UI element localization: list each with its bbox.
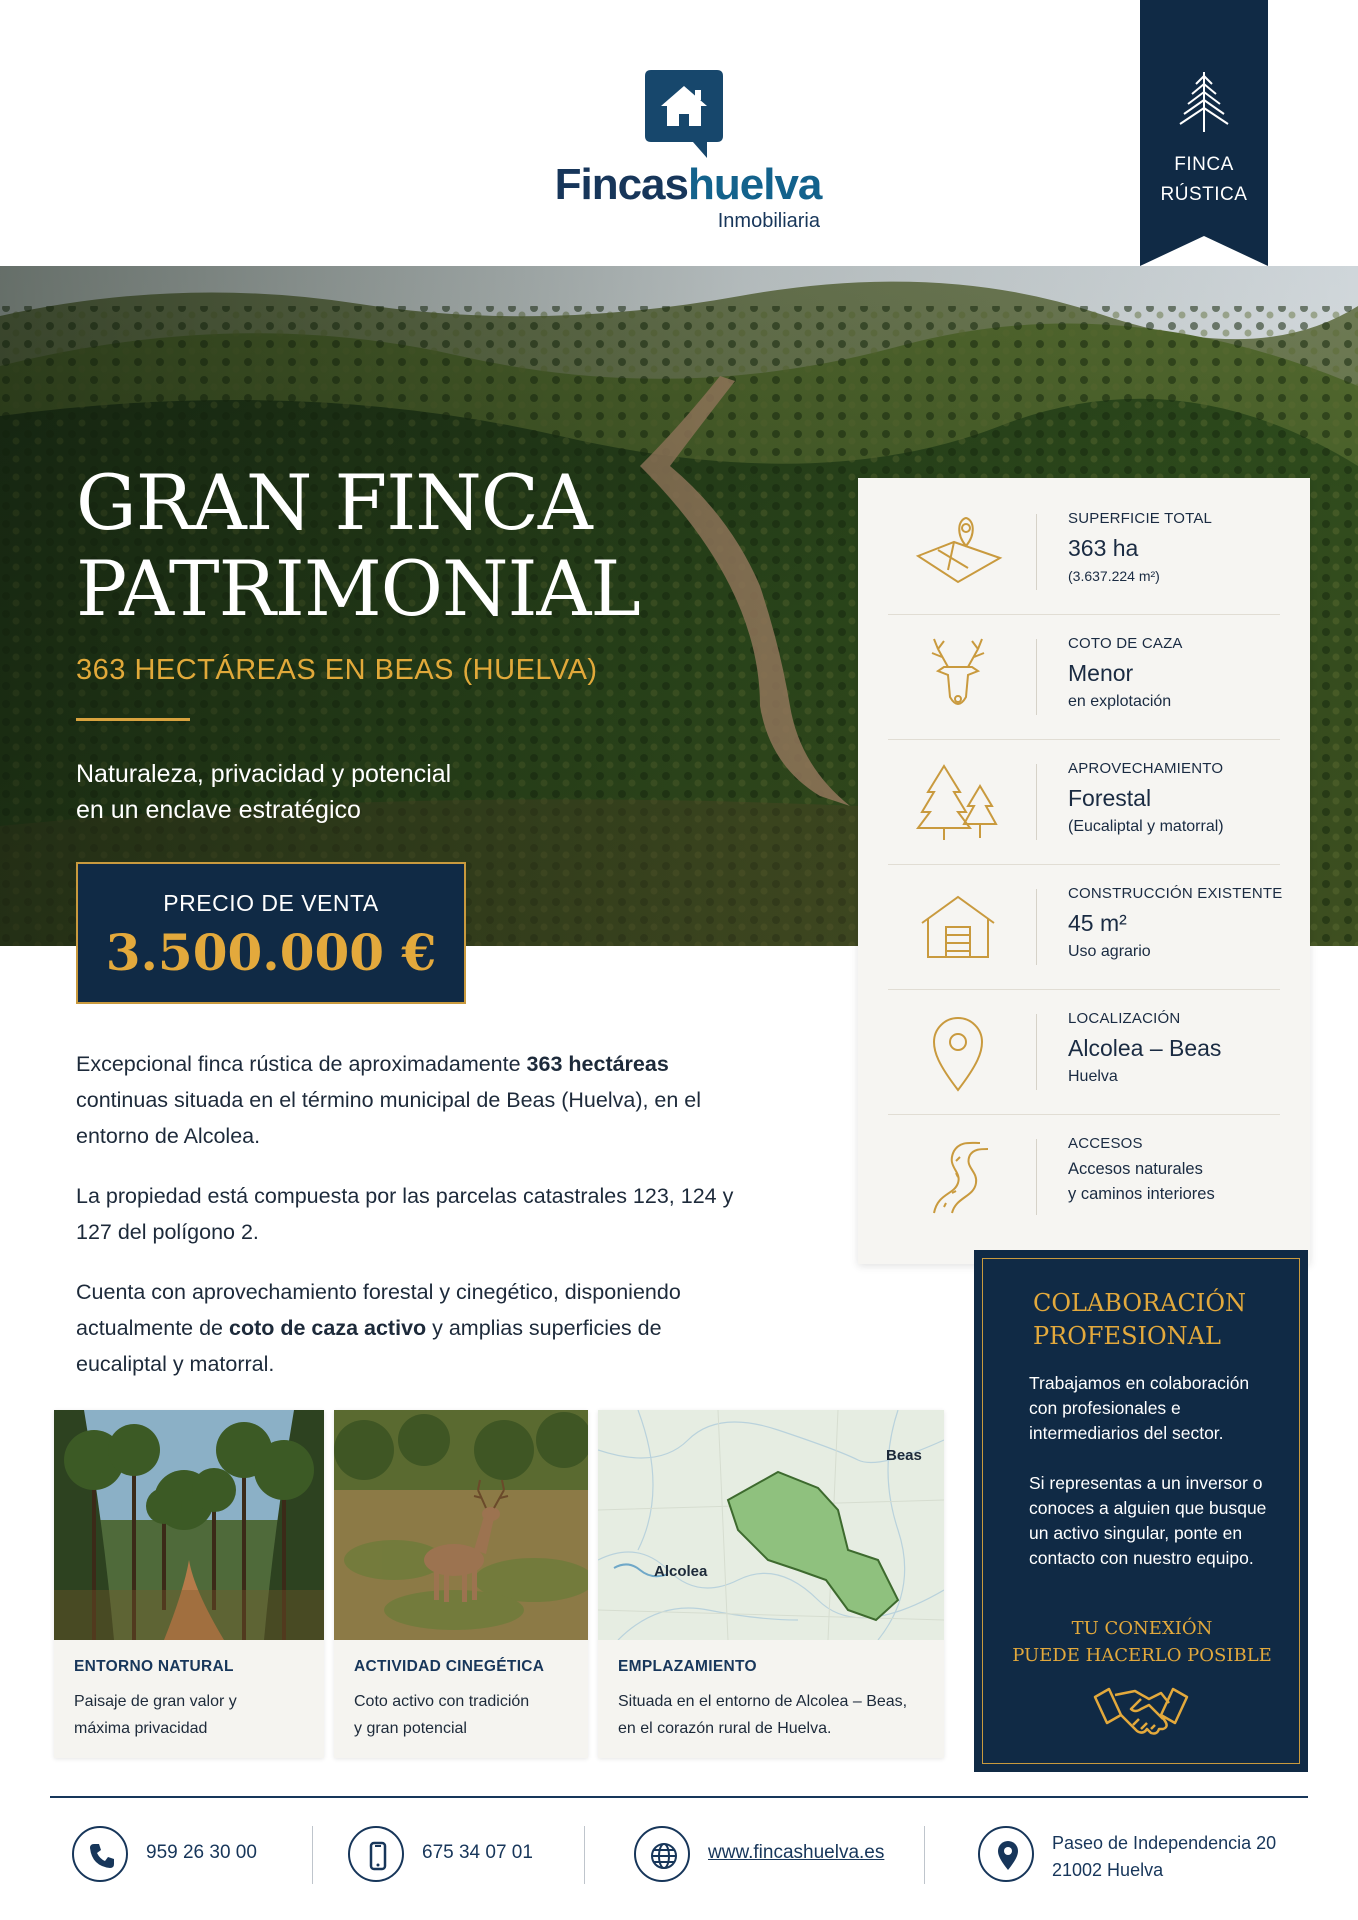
card-location: [598, 1410, 944, 1758]
collaboration-paragraph-1: Trabajamos en colaboración con profesionales e intermediarios del sector.: [1029, 1373, 1250, 1443]
barn-icon: [908, 887, 1008, 967]
location-map: [598, 1410, 944, 1640]
collaboration-title: [1033, 1287, 1246, 1353]
ribbon-label: [1140, 150, 1268, 210]
feature-value: Accesos naturales: [1068, 1160, 1203, 1178]
footer-address[interactable]: [978, 1826, 1308, 1886]
hero-description: [76, 756, 451, 828]
card-desc-line: y gran potencial: [354, 1720, 467, 1737]
feature-value: 45 m²: [1068, 910, 1127, 936]
text-span: continuas situada en el término municipal de Beas (Huelva), en el entorno de Alcolea.: [76, 1088, 702, 1148]
feature-separator: [1036, 889, 1037, 965]
globe-circle: [634, 1826, 690, 1882]
footer-divider: [50, 1796, 1308, 1798]
location-pin-icon: [908, 1012, 1008, 1092]
ribbon-line2: RÚSTICA: [1160, 184, 1248, 205]
category-ribbon: [1140, 0, 1268, 266]
feature-separator: [1036, 1139, 1037, 1215]
feature-text: [1068, 1010, 1288, 1086]
feature-separator: [1036, 764, 1037, 840]
card-hunting-activity: [334, 1410, 588, 1758]
description-paragraph-1: [76, 1046, 756, 1154]
feature-text: [1068, 635, 1288, 711]
price-label: PRECIO DE VENTA: [163, 890, 379, 916]
map-pin-icon: [992, 1840, 1024, 1872]
hero-subtitle: 363 HECTÁREAS EN BEAS (HUELVA): [76, 654, 598, 686]
feature-label: LOCALIZACIÓN: [1068, 1010, 1181, 1027]
map-label-alcolea: Alcolea: [654, 1563, 708, 1580]
footer-separator: [312, 1826, 313, 1884]
address-line1: Paseo de Independencia 20: [1052, 1833, 1277, 1853]
card-desc-line: Coto activo con tradición: [354, 1693, 530, 1710]
feature-value: Forestal: [1068, 785, 1152, 811]
hero-title: [76, 460, 640, 632]
price-value: 3.500.000 €: [105, 923, 437, 982]
map-label-beas: Beas: [886, 1447, 922, 1464]
text-span: Cuenta con aprovechamiento forestal y cinegético, disponiendo actualmente de: [76, 1280, 681, 1340]
feature-label: APROVECHAMIENTO: [1068, 760, 1224, 777]
feature-label: CONSTRUCCIÓN EXISTENTE: [1068, 885, 1283, 902]
hero-title-line1: GRAN FINCA: [76, 458, 592, 547]
road-icon: [908, 1137, 1008, 1217]
brand-name: [548, 160, 828, 210]
description-paragraph-2: La propiedad está compuesta por las parcelas catastrales 123, 124 y 127 del polígono 2.: [76, 1184, 734, 1244]
collaboration-box: [974, 1250, 1308, 1772]
card-natural-environment: [54, 1410, 324, 1758]
map-pin-circle: [978, 1826, 1034, 1882]
mobile-circle: [348, 1826, 404, 1882]
card-desc-line: en el corazón rural de Huelva.: [618, 1720, 832, 1737]
feature-surface: [888, 490, 1280, 615]
feature-label: SUPERFICIE TOTAL: [1068, 510, 1213, 527]
feature-separator: [1036, 514, 1037, 590]
feature-note: (3.637.224 m²): [1068, 568, 1160, 584]
text-bold: coto de caza activo: [229, 1316, 427, 1340]
text-bold: 363 hectáreas: [526, 1052, 669, 1076]
deer-photo: [334, 1410, 588, 1640]
phone-icon: [86, 1840, 118, 1872]
description-paragraph-3: [76, 1274, 756, 1382]
price-box: [76, 862, 466, 1004]
feature-value: Menor: [1068, 660, 1134, 686]
feature-separator: [1036, 1014, 1037, 1090]
feature-note: y caminos interiores: [1068, 1185, 1215, 1203]
text-span: Excepcional finca rústica de aproximadamente: [76, 1052, 527, 1076]
collab-title-line: PROFESIONAL: [1033, 1322, 1221, 1350]
hero-desc-line1: Naturaleza, privacidad y potencial: [76, 760, 452, 788]
card-description: [74, 1688, 237, 1742]
cta-line: PUEDE HACERLO POSIBLE: [1012, 1645, 1272, 1666]
footer-separator: [584, 1826, 585, 1884]
phone-circle: [72, 1826, 128, 1882]
globe-icon: [648, 1840, 680, 1872]
phone-number-1[interactable]: 959 26 30 00: [146, 1842, 257, 1863]
phone-number-2[interactable]: 675 34 07 01: [422, 1842, 533, 1863]
feature-access: [888, 1115, 1280, 1240]
house-chat-icon: [645, 70, 723, 160]
card-desc-line: Paisaje de gran valor y: [74, 1693, 237, 1710]
feature-note: Uso agrario: [1068, 943, 1151, 960]
brand-name-part2: huelva: [688, 160, 822, 209]
footer-separator: [924, 1826, 925, 1884]
footer-website[interactable]: [634, 1826, 894, 1886]
address: [1052, 1830, 1276, 1884]
cta-line: TU CONEXIÓN: [1071, 1618, 1213, 1639]
hero-desc-line2: en un enclave estratégico: [76, 796, 361, 824]
mobile-phone-icon: [362, 1840, 394, 1872]
card-title: ENTORNO NATURAL: [74, 1658, 234, 1675]
feature-value: 363 ha: [1068, 535, 1139, 561]
text-span: y amplias superficies de eucaliptal y matorral.: [76, 1316, 662, 1376]
card-description: [354, 1688, 529, 1742]
forest-path-photo: [54, 1410, 324, 1640]
card-title: EMPLAZAMIENTO: [618, 1658, 757, 1675]
ribbon-line1: FINCA: [1174, 154, 1234, 175]
property-description: [76, 1046, 756, 1406]
feature-note: (Eucaliptal y matorral): [1068, 818, 1224, 835]
brand-subtitle: Inmobiliaria: [717, 210, 820, 232]
feature-location: [888, 990, 1280, 1115]
footer-phone-mobile[interactable]: [348, 1826, 568, 1886]
feature-hunting: [888, 615, 1280, 740]
footer-phone-landline[interactable]: [72, 1826, 292, 1886]
brand-name-part1: Fincas: [554, 160, 688, 209]
feature-separator: [1036, 639, 1037, 715]
feature-forestry: [888, 740, 1280, 865]
feature-label: ACCESOS: [1068, 1135, 1143, 1152]
card-description: [618, 1688, 907, 1742]
hero-title-line2: PATRIMONIAL: [76, 544, 640, 633]
feature-text: [1068, 760, 1288, 836]
feature-label: COTO DE CAZA: [1068, 635, 1183, 652]
feature-text: [1068, 885, 1288, 961]
brand-logo[interactable]: [548, 70, 828, 240]
features-panel: [858, 478, 1310, 1264]
card-desc-line: Situada en el entorno de Alcolea – Beas,: [618, 1693, 908, 1710]
website-link[interactable]: www.fincashuelva.es: [708, 1842, 885, 1863]
collab-title-line: COLABORACIÓN: [1033, 1289, 1246, 1317]
card-title: ACTIVIDAD CINEGÉTICA: [354, 1658, 545, 1675]
handshake-icon: [1091, 1679, 1191, 1745]
hero-divider: [76, 718, 190, 721]
feature-note: Huelva: [1068, 1068, 1118, 1085]
trees-icon: [908, 762, 1008, 842]
collaboration-cta: [983, 1615, 1301, 1669]
pine-tree-icon: [1176, 70, 1232, 134]
feature-text: [1068, 1135, 1288, 1204]
feature-value: Alcolea – Beas: [1068, 1035, 1222, 1061]
collaboration-frame: [982, 1258, 1300, 1764]
feature-building: [888, 865, 1283, 990]
address-line2: 21002 Huelva: [1052, 1860, 1164, 1880]
collaboration-paragraph-2: Si representas a un inversor o conoces a alguien que busque un activo singular, ponte en contacto con nuestro equipo.: [1029, 1473, 1267, 1568]
deer-head-icon: [908, 637, 1008, 717]
card-desc-line: máxima privacidad: [74, 1720, 208, 1737]
map-pin-plot-icon: [908, 512, 1008, 592]
feature-text: [1068, 510, 1288, 584]
feature-note: en explotación: [1068, 693, 1172, 710]
